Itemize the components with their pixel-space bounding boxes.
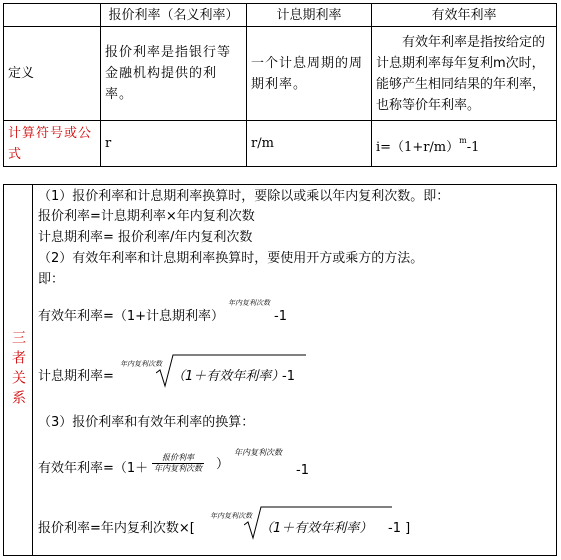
text-line-5: 即：	[38, 272, 65, 287]
text-line-4: （2）有效年利率和计息期利率换算时，要使用开方或乘方的方法。	[38, 251, 424, 266]
formula-nominal: r	[101, 121, 247, 167]
side-label: 三者关系	[10, 330, 26, 410]
formula-4-index: 年内复利次数	[210, 512, 252, 520]
definition-period: 一个计息周期的周期利率。	[247, 27, 372, 121]
text-line-2: 报价利率=计息期利率×年内复利次数	[38, 209, 255, 224]
header-nominal-rate: 报价利率（名义利率）	[101, 4, 247, 27]
formula-3-denominator: 年内复利次数	[154, 464, 202, 473]
text-line-3: 计息期利率= 报价利率/年内复利次数	[38, 230, 253, 245]
formula-2-left: 计息期利率=	[38, 369, 114, 384]
formula-period: r/m	[247, 121, 372, 167]
formula-3-fraction	[152, 453, 204, 474]
comparison-table	[3, 3, 557, 167]
formula-4-left: 报价利率=年内复利次数×[	[38, 521, 195, 536]
formula-3-numerator: 报价利率	[152, 453, 204, 464]
formula-row	[4, 121, 557, 167]
formula-4-radicand: （1＋有效年利率）	[260, 521, 373, 536]
definition-nominal: 报价利率是指银行等金融机构提供的利率。	[101, 27, 247, 121]
formula-1-tail: -1	[274, 309, 287, 324]
formula-effective-tail: -1	[466, 139, 480, 155]
formula-3-tail: -1	[296, 463, 309, 478]
formula-4-tail: -1 ]	[388, 521, 411, 536]
formula-1	[38, 307, 224, 327]
table-header-row	[4, 4, 557, 27]
formula-1-left: 有效年利率=（1+计息期利率）	[38, 309, 225, 324]
formula-effective-base: i=（1+r/m）	[376, 139, 460, 155]
side-label-cell	[4, 185, 33, 555]
header-cell-empty	[4, 4, 101, 27]
header-effective-rate: 有效年利率	[372, 4, 557, 27]
definition-label: 定义	[4, 27, 101, 121]
text-line-6: （3）报价利率和有效年利率的换算：	[38, 415, 255, 430]
definition-row	[4, 27, 557, 121]
formula-label: 计算符号或公式	[4, 121, 101, 167]
formula-2-radicand: （1＋有效年利率）	[172, 369, 285, 384]
formula-2-index: 年内复利次数	[120, 360, 162, 368]
formula-3-close: ）	[216, 457, 230, 472]
definition-effective: 有效年利率是指按给定的计息期利率每年复利m次时，能够产生相同结果的年利率，也称等价年利率。	[372, 27, 557, 121]
formula-2-tail: -1	[282, 369, 295, 384]
formula-1-exponent: 年内复利次数	[228, 299, 270, 307]
formula-effective	[372, 121, 557, 167]
formula-effective-exp: m	[459, 135, 467, 145]
formula-3-left: 有效年利率=（1＋	[38, 461, 149, 476]
formula-3-exponent: 年内复利次数	[234, 448, 282, 457]
text-line-1: （1）报价利率和计息期利率换算时，要除以或乘以年内复利次数。即：	[38, 189, 450, 204]
relationship-box	[3, 184, 557, 556]
header-period-rate: 计息期利率	[247, 4, 372, 27]
